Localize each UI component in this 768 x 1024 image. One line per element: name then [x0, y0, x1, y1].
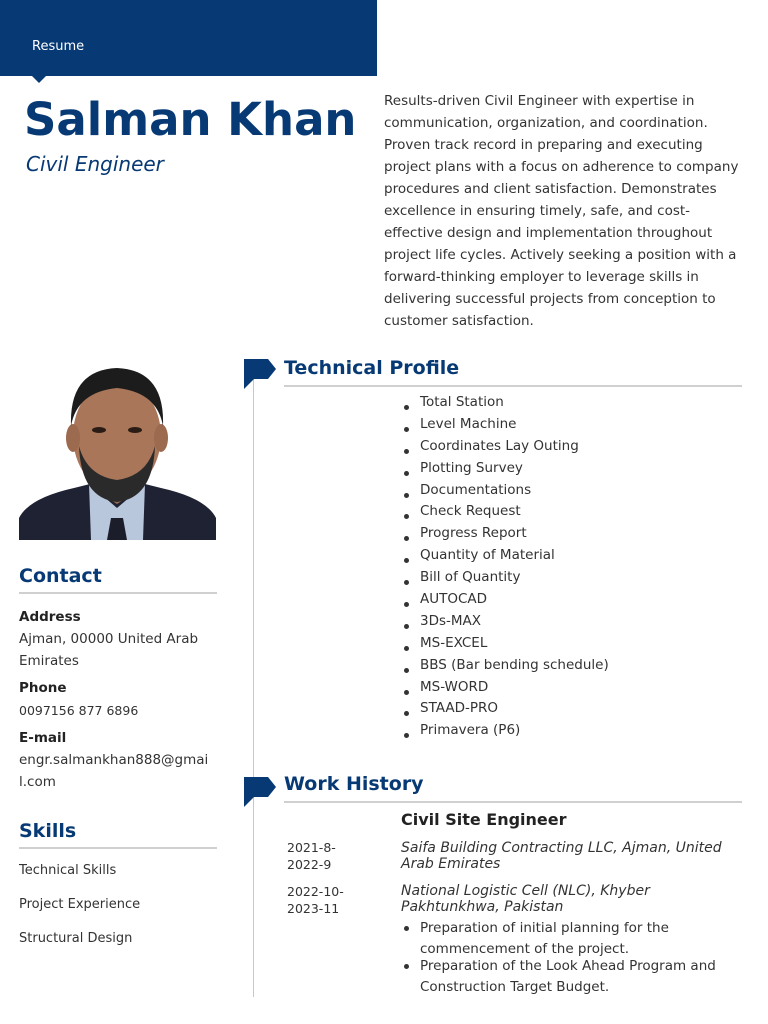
- date-start: 2021-8-: [287, 840, 336, 855]
- avatar: [19, 358, 216, 540]
- technical-profile-divider: [284, 385, 742, 387]
- list-item: Check Request: [402, 501, 609, 523]
- skill-item: Technical Skills: [19, 863, 117, 878]
- list-item: Primavera (P6): [402, 720, 609, 742]
- phone-value: 0097156 877 6896: [19, 703, 139, 718]
- company-name: Saifa Building Contracting LLC, Ajman, United Arab Emirates: [401, 840, 722, 872]
- resume-label: Resume: [32, 39, 85, 54]
- profile-photo: [19, 358, 216, 540]
- skills-divider: [19, 847, 217, 849]
- date-end: 2022-9: [287, 857, 332, 872]
- list-item: Coordinates Lay Outing: [402, 436, 609, 458]
- work-history-heading: Work History: [284, 773, 424, 795]
- list-item: Preparation of the Look Ahead Program and Construction Target Budget.: [402, 956, 747, 998]
- list-item: Progress Report: [402, 523, 609, 545]
- skill-item: Structural Design: [19, 931, 133, 946]
- list-item: 3Ds-MAX: [402, 611, 609, 633]
- email-value[interactable]: engr.salmankhan888@gmail.com: [19, 752, 209, 790]
- duties-list: [402, 918, 747, 998]
- list-item: AUTOCAD: [402, 589, 609, 611]
- timeline-line: [253, 372, 254, 997]
- list-item: BBS (Bar bending schedule): [402, 655, 609, 677]
- list-item: STAAD-PRO: [402, 698, 609, 720]
- list-item: Quantity of Material: [402, 545, 609, 567]
- header-notch: [31, 75, 47, 83]
- technical-profile-list: [402, 392, 609, 742]
- list-item: Preparation of initial planning for the commencement of the project.: [402, 918, 747, 960]
- list-item: MS-EXCEL: [402, 633, 609, 655]
- skill-item: Project Experience: [19, 897, 141, 912]
- candidate-title: Civil Engineer: [26, 152, 164, 176]
- contact-heading: Contact: [19, 565, 102, 587]
- job-title: Civil Site Engineer: [401, 810, 567, 829]
- email-label: E-mail: [19, 730, 67, 746]
- date-end: 2023-11: [287, 901, 340, 916]
- list-item: MS-WORD: [402, 677, 609, 699]
- list-item: Bill of Quantity: [402, 567, 609, 589]
- list-item: Documentations: [402, 480, 609, 502]
- section-flag-icon: [244, 777, 276, 807]
- skills-heading: Skills: [19, 820, 77, 842]
- list-item: Plotting Survey: [402, 458, 609, 480]
- list-item: Level Machine: [402, 414, 609, 436]
- candidate-name: Salman Khan: [24, 93, 357, 146]
- address-label: Address: [19, 609, 81, 625]
- work-history-divider: [284, 801, 742, 803]
- company-name: National Logistic Cell (NLC), Khyber Pakhtunkhwa, Pakistan: [401, 883, 650, 915]
- contact-divider: [19, 592, 217, 594]
- date-start: 2022-10-: [287, 884, 344, 899]
- technical-profile-heading: Technical Profile: [284, 357, 460, 379]
- profile-summary: Results-driven Civil Engineer with expertise in communication, organization, and coordination. Proven track record in preparing and executing project plans with a focus on adherence to company procedures and client satisfaction. Demonstrates excellence in ensuring timely, safe, and cost-effective design and implementation throughout project life cycles. Actively seeking a position with a forward-thinking employer to leverage skills in delivering successful projects from conception to customer satisfaction.: [384, 93, 739, 329]
- section-flag-icon: [244, 359, 276, 389]
- phone-label: Phone: [19, 680, 67, 696]
- header-band: [0, 0, 377, 76]
- list-item: Total Station: [402, 392, 609, 414]
- address-value: Ajman, 00000 United Arab Emirates: [19, 631, 199, 669]
